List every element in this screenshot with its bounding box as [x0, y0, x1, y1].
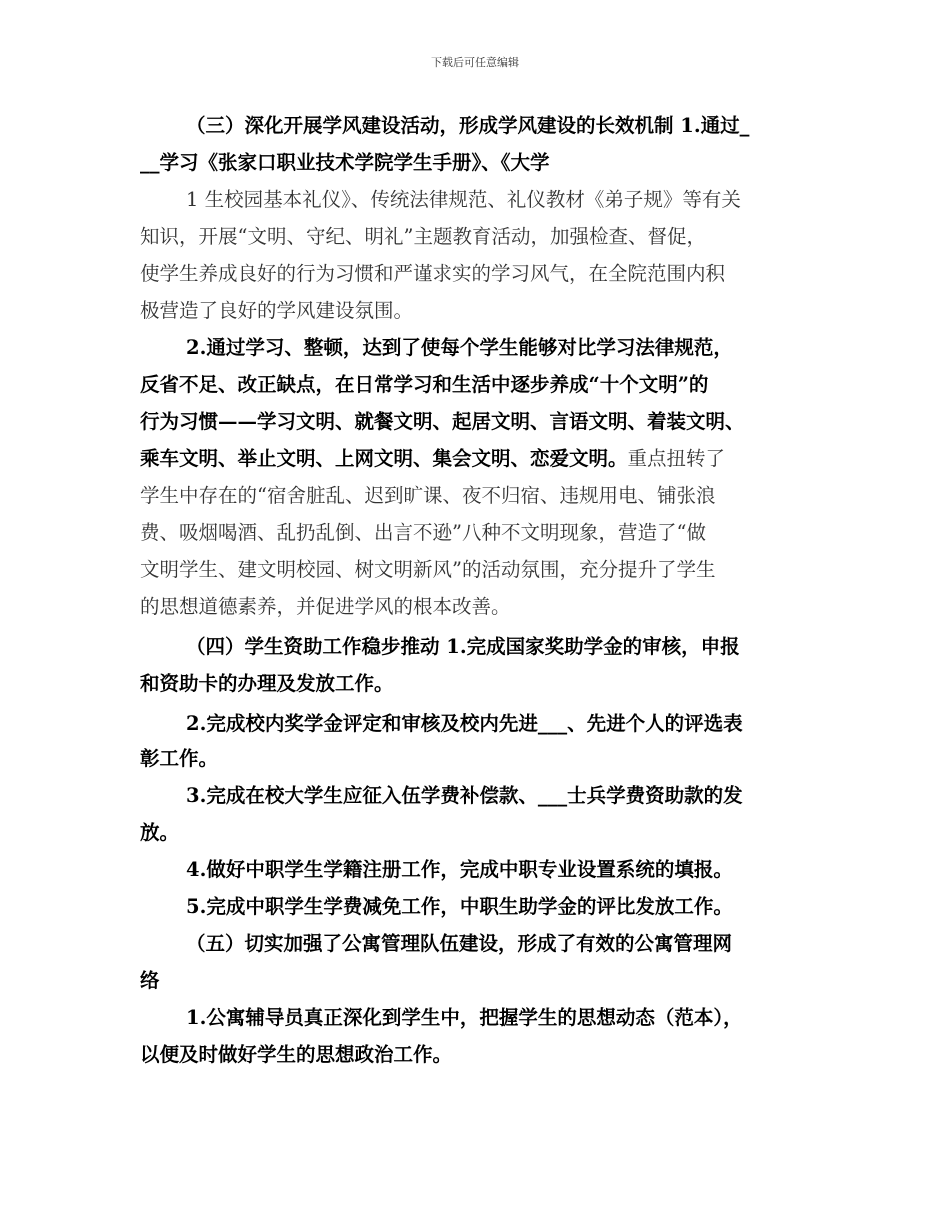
- text-line: __学习《张家口职业技术学院学生手册》、《大学: [140, 151, 550, 174]
- text-line: 2.通过学习、整顿，达到了使每个学生能够对比学习法律规范，: [186, 336, 733, 359]
- text-line: 文明学生、建文明校园、树文明新风”的活动氛围，充分提升了学生: [140, 558, 716, 581]
- text-line: 费、吸烟喝酒、乱扔乱倒、出言不逊”八种不文明现象，营造了“做: [140, 521, 706, 544]
- text-line: 以便及时做好学生的思想政治工作。: [140, 1043, 453, 1066]
- text-line: 知识，开展“文明、守纪、明礼”主题教育活动，加强检查、督促，: [140, 225, 706, 248]
- text-line: 学生中存在的“宿舍脏乱、迟到旷课、夜不归宿、违规用电、铺张浪: [140, 484, 716, 507]
- text-line: 2.完成校内奖学金评定和审核及校内先进___、先进个人的评选表: [186, 712, 743, 735]
- text-line: 4.做好中职学生学籍注册工作，完成中职专业设置系统的填报。: [186, 858, 733, 881]
- text-segment-bold: 乘车文明、举止文明、上网文明、集会文明、恋爱文明。: [140, 447, 628, 470]
- text-line: （三）深化开展学风建设活动，形成学风建设的长效机制 1.通过_: [186, 114, 750, 137]
- text-line: 3.完成在校大学生应征入伍学费补偿款、___士兵学费资助款的发: [186, 784, 743, 807]
- text-line: 和资助卡的办理及发放工作。: [140, 672, 394, 695]
- text-line: 行为习惯——学习文明、就餐文明、起居文明、言语文明、着装文明、: [140, 410, 745, 433]
- text-line: 的思想道德素养，并促进学风的根本改善。: [140, 595, 511, 618]
- text-line: 5.完成中职学生学费减免工作，中职生助学金的评比发放工作。: [186, 895, 733, 918]
- text-line: 使学生养成良好的行为习惯和严谨求实的学习风气，在全院范围内积: [140, 262, 726, 285]
- text-line: 反省不足、改正缺点，在日常学习和生活中逐步养成“十个文明”的: [140, 373, 709, 396]
- text-line: 络: [140, 969, 160, 992]
- text-line: 彰工作。: [140, 747, 219, 770]
- page-header: 下载后可任意编辑: [431, 56, 519, 69]
- text-line: 极营造了良好的学风建设氛围。: [140, 299, 414, 322]
- text-line: （五）切实加强了公寓管理队伍建设，形成了有效的公寓管理网: [186, 932, 733, 955]
- text-line: [140, 446, 725, 472]
- text-segment: 重点扭转了: [627, 447, 726, 470]
- text-line: （四）学生资助工作稳步推动 1.完成国家奖助学金的审核，申报: [186, 635, 740, 658]
- text-line: 放。: [140, 821, 180, 844]
- text-line: 1.公寓辅导员真正深化到学生中，把握学生的思想动态（范本），: [186, 1006, 743, 1029]
- text-line: 1 生校园基本礼仪》、传统法律规范、礼仪教材《弟子规》等有关: [186, 188, 741, 211]
